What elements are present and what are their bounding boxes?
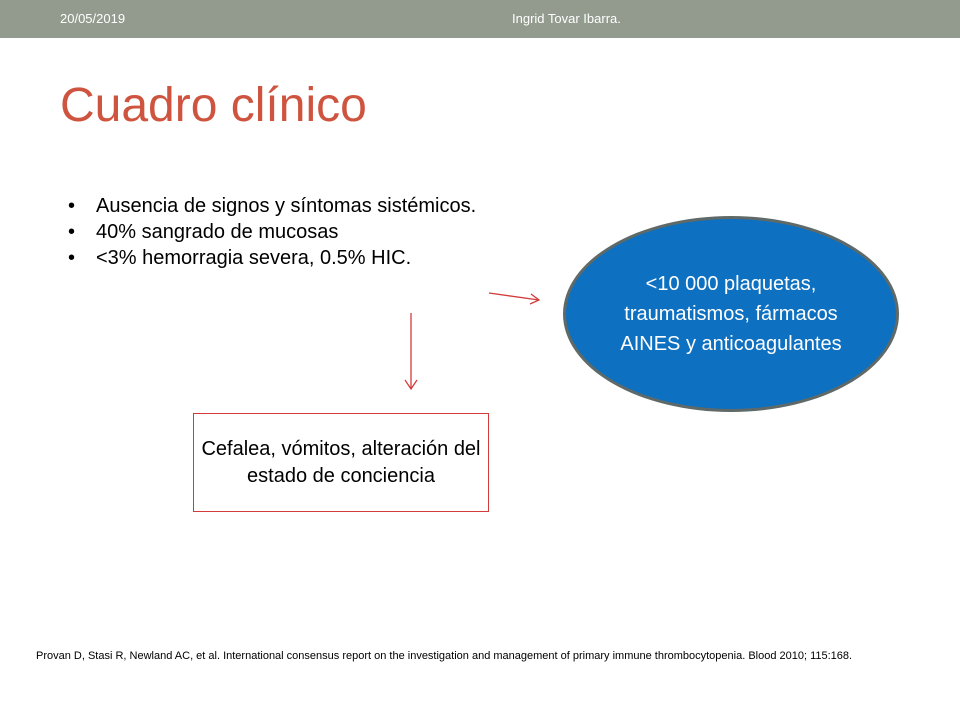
bullet-marker: • [68, 195, 76, 217]
slide-title: Cuadro clínico [60, 79, 367, 132]
symptoms-box [193, 413, 489, 512]
reference-citation: Provan D, Stasi R, Newland AC, et al. International consensus report on the investigation and management of primary immune thrombocytopenia. Blood 2010; 115:168. [36, 650, 853, 662]
box-text: Cefalea, vómitos, alteración del estado de conciencia [201, 437, 481, 487]
ellipse-text: <10 000 plaquetas, traumatismos, fármacos AINES y anticoagulantes [620, 273, 842, 355]
risk-factors-ellipse [563, 216, 899, 412]
bullet-text: 40% sangrado de mucosas [96, 221, 339, 243]
arrow-to-ellipse [489, 293, 539, 304]
bullet-marker: • [68, 247, 76, 269]
header-author: Ingrid Tovar Ibarra. [512, 11, 621, 26]
bullet-text: <3% hemorragia severa, 0.5% HIC. [96, 247, 412, 269]
header-date: 20/05/2019 [60, 11, 126, 26]
bullet-marker: • [68, 221, 76, 243]
bullet-text: Ausencia de signos y síntomas sistémicos. [96, 195, 477, 217]
arrow-to-box [405, 313, 417, 389]
